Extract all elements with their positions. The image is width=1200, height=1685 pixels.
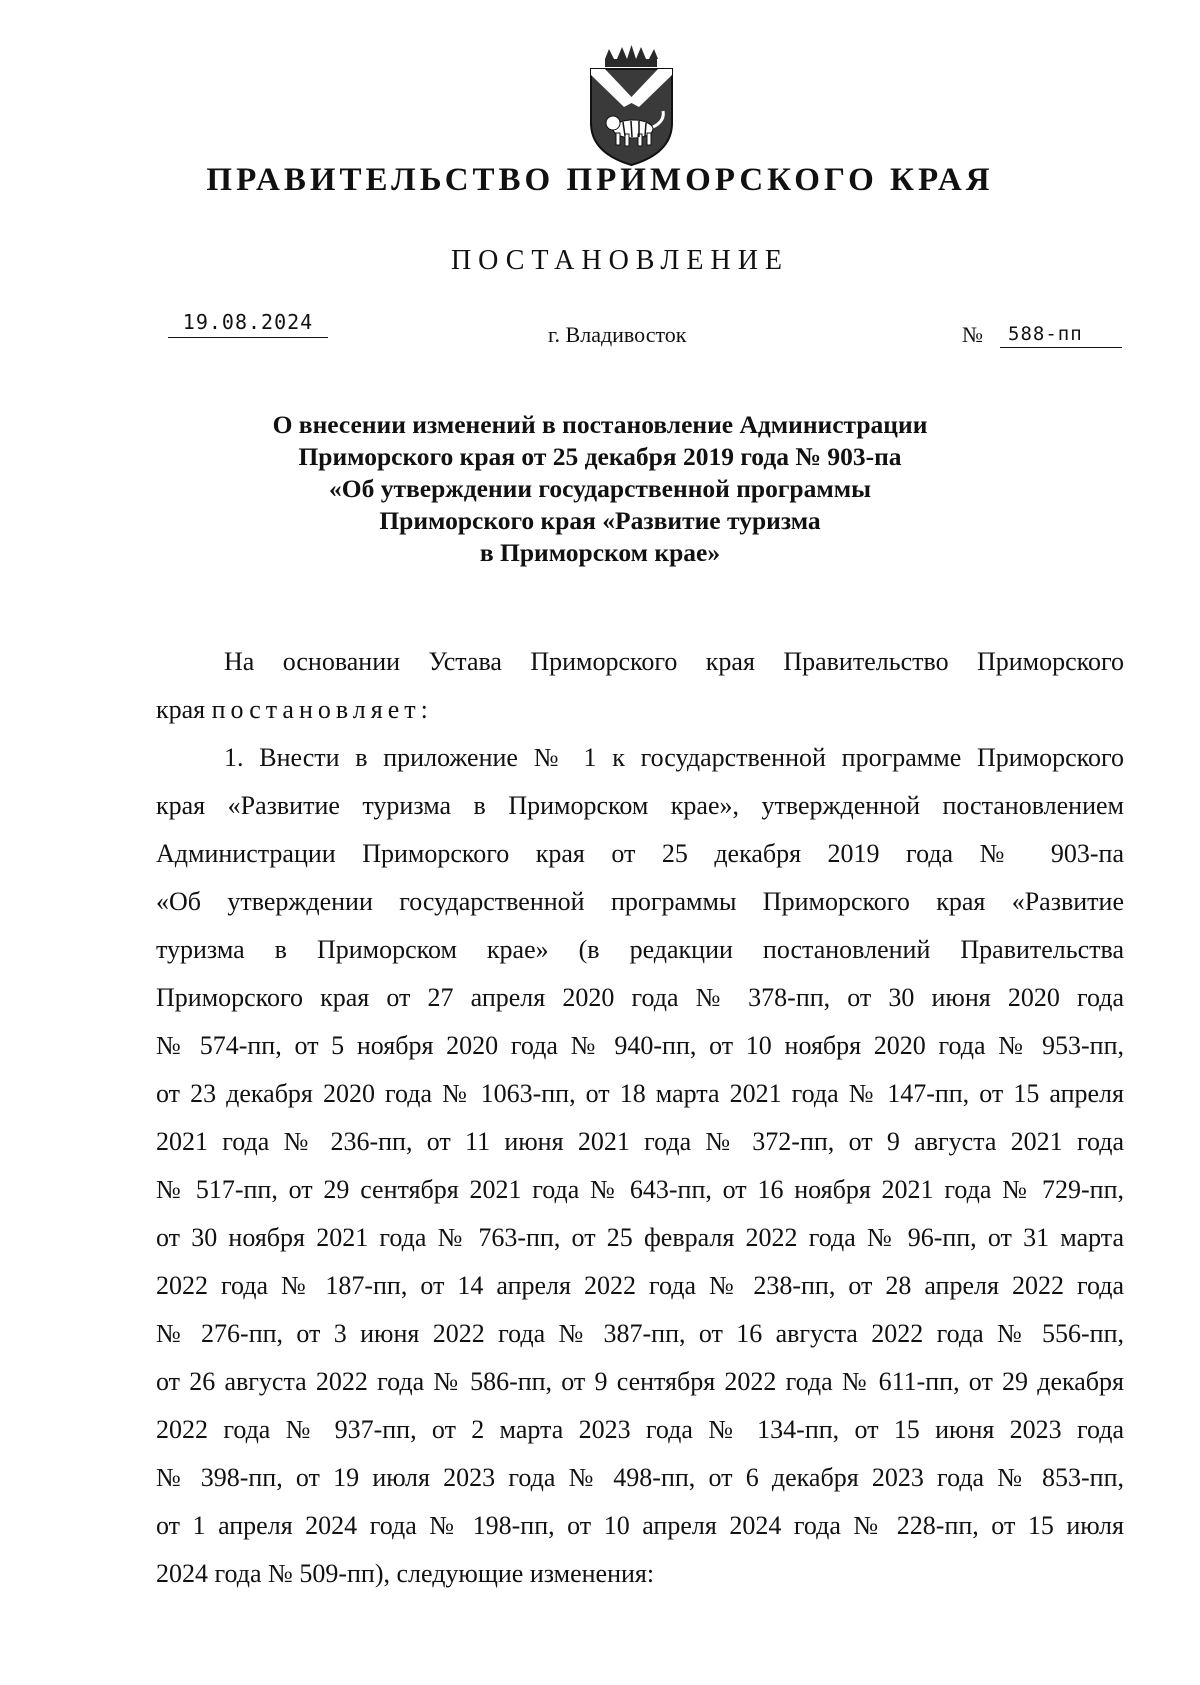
title-line: О внесении изменений в постановление Администрации: [272, 410, 928, 439]
number-sign: №: [962, 322, 983, 347]
paragraph-line: туризма в Приморском крае» (в редакции постановлений Правительства: [156, 935, 1124, 964]
resolves-word: постановляет:: [211, 695, 433, 724]
paragraph-line: края «Развитие туризма в Приморском крае», утвержденной постановлением: [156, 791, 1124, 820]
title-line: Приморского края от 25 декабря 2019 года № 903-па: [298, 442, 902, 471]
document-title: [0, 409, 1200, 569]
paragraph-line: от 30 ноября 2021 года № 763-пп, от 25 февраля 2022 года № 96-пп, от 31 марта: [156, 1223, 1124, 1252]
paragraph-line: 2022 года № 937-пп, от 2 марта 2023 года № 134-пп, от 15 июня 2023 года: [156, 1415, 1124, 1444]
paragraph-line: Приморского края от 27 апреля 2020 года № 378-пп, от 30 июня 2020 года: [156, 983, 1124, 1012]
paragraph-line: № 517-пп, от 29 сентября 2021 года № 643-пп, от 16 ноября 2021 года № 729-пп,: [156, 1175, 1124, 1204]
paragraph-line: 1. Внести в приложение № 1 к государственной программе Приморского: [224, 743, 1124, 772]
preamble-prefix: края: [156, 695, 206, 724]
paragraph-line: 2022 года № 187-пп, от 14 апреля 2022 года № 238-пп, от 28 апреля 2022 года: [156, 1271, 1124, 1300]
preamble-line: [156, 686, 1124, 734]
document-date: 19.08.2024: [168, 310, 328, 338]
title-line: Приморского края «Развитие туризма: [379, 506, 821, 535]
paragraph-line: от 23 декабря 2020 года № 1063-пп, от 18 марта 2021 года № 147-пп, от 15 апреля: [156, 1079, 1124, 1108]
document-body: [156, 638, 1124, 1598]
paragraph-line: № 574-пп, от 5 ноября 2020 года № 940-пп, от 10 ноября 2020 года № 953-пп,: [156, 1031, 1124, 1060]
title-line: в Приморском крае»: [479, 538, 721, 567]
paragraph-line: Администрации Приморского края от 25 декабря 2019 года № 903-па: [156, 839, 1124, 868]
paragraph-line: от 26 августа 2022 года № 586-пп, от 9 сентября 2022 года № 611-пп, от 29 декабря: [156, 1367, 1124, 1396]
document-type: ПОСТАНОВЛЕНИЕ: [450, 245, 790, 276]
paragraph-line: № 276-пп, от 3 июня 2022 года № 387-пп, от 16 августа 2022 года № 556-пп,: [156, 1319, 1124, 1348]
paragraph-line: от 1 апреля 2024 года № 198-пп, от 10 апреля 2024 года № 228-пп, от 15 июля: [156, 1511, 1124, 1540]
paragraph-line: «Об утверждении государственной программы Приморского края «Развитие: [156, 887, 1124, 916]
preamble-line: На основании Устава Приморского края Правительство Приморского: [224, 647, 1124, 676]
title-line: «Об утверждении государственной программы: [329, 474, 871, 503]
document-number: 588-пп: [1000, 323, 1122, 348]
coat-of-arms-icon: [583, 45, 680, 167]
document-city: г. Владивосток: [548, 322, 687, 347]
paragraph-line: 2024 года № 509-пп), следующие изменения:: [156, 1559, 655, 1588]
government-heading: ПРАВИТЕЛЬСТВО ПРИМОРСКОГО КРАЯ: [206, 162, 994, 198]
paragraph-line: 2021 года № 236-пп, от 11 июня 2021 года № 372-пп, от 9 августа 2021 года: [156, 1127, 1124, 1156]
paragraph-line: № 398-пп, от 19 июля 2023 года № 498-пп, от 6 декабря 2023 года № 853-пп,: [156, 1463, 1124, 1492]
